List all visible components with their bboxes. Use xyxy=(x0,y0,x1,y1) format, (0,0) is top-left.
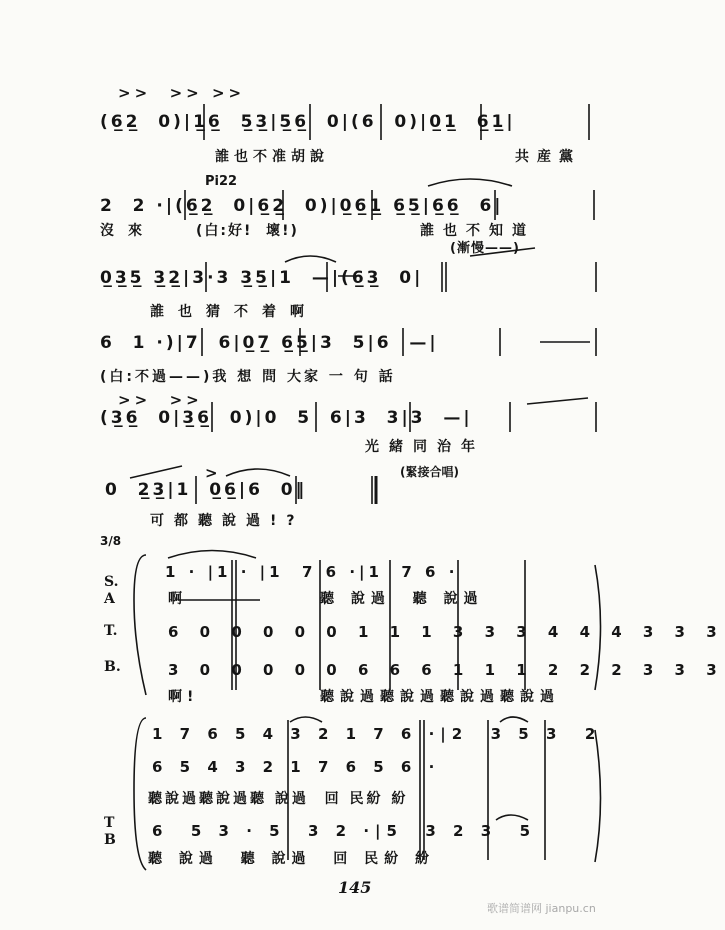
sa-words-2: 聽說過聽說過聽 說過 回 民紛 紛 xyxy=(148,791,409,807)
site-watermark: 歌谱简谱网 jianpu.cn xyxy=(487,902,596,915)
bass-notes: 3 0 0 0 0 0 6 6 6 1 1 1 2 2 2 3 3 3 xyxy=(168,661,725,679)
bass-words: 聽說過聽說過聽說過聽說過 xyxy=(320,689,560,705)
tempo-marking: (漸慢——) xyxy=(450,241,520,256)
notes-row3: 0̲3̲5̲ 3̲2̲|3·3 3̲5̲|1 —|(6̲3̲ 0| xyxy=(100,268,424,288)
pi-marking: Pi22 xyxy=(205,174,238,189)
lyrics-row1-right: 共産黨 xyxy=(515,149,581,165)
notes-row1: (6̲2̲ 0)|1̲6̲ 5̲3̲|5̲6̲ 0|(6 0)|0̲1̲ 6̲1̲| xyxy=(100,112,516,132)
lyrics-row1: 誰也不准胡說 xyxy=(215,149,329,165)
lyrics-row2-right: 誰也不知道 xyxy=(420,223,535,239)
lyrics-row6: 可都聽說過!? xyxy=(150,513,305,529)
notes-row5: (3̲6̲ 0|3̲6̲ 0)|0 5 6|3 3|3 —| xyxy=(100,408,473,428)
alto-notes-2: 6 5 4 3 2 1 7 6 5 6 · xyxy=(152,758,441,776)
label-sa: S. A xyxy=(104,574,119,607)
lyrics-row4: (白:不過——)我 想 問 大家 一 句 話 xyxy=(100,369,396,385)
bass-lyric: 啊! xyxy=(168,689,199,705)
label-t: T. xyxy=(104,623,118,639)
label-b: B. xyxy=(104,659,121,675)
soprano-notes-2: 1 7 6 5 4 3 2 1 7 6 ·|2 3 5 3 2 xyxy=(152,725,602,743)
lyrics-row2-left: 沒來 xyxy=(100,223,156,239)
page-number: 145 xyxy=(338,878,372,897)
soprano-notes: 1 · |1 · |1 7 6 ·|1 7 6 · xyxy=(165,563,459,581)
label-tb: T B xyxy=(104,815,116,848)
tenor-notes: 6 0 0 0 0 0 1 1 1 3 3 3 4 4 4 3 3 3 xyxy=(168,623,725,641)
accent-marks-row1: >> >> >> xyxy=(118,84,246,102)
alto-lyric: 啊 xyxy=(168,591,187,607)
tb-words-2: 聽 說過 聽 說過 回 民紛 紛 xyxy=(148,851,435,867)
tb-notes-2: 6 5 3 · 5 3 2 ·|5 3 2 3 5 xyxy=(152,822,537,840)
lyrics-row2-mid: (白:好! 壞!) xyxy=(196,223,299,239)
time-signature: 3/8 xyxy=(100,534,122,548)
lyrics-row3: 誰也猜不着啊 xyxy=(150,304,318,320)
performance-note: (緊接合唱) xyxy=(400,465,459,479)
sa-words: 聽 說過 聽 說過 xyxy=(320,591,484,607)
accent-mark-row6: > xyxy=(205,464,219,482)
lyrics-row5: 光緒同治年 xyxy=(365,439,485,455)
notes-row6: 0 2̲3̲|1 0̲6̲|6 0‖ xyxy=(105,480,308,500)
notes-row4: 6 1 ·)|7 6|0̲7̲ 6̲5̲|3 5|6 —| xyxy=(100,333,439,353)
notes-row2: 2 2 ·|(6̲2̲ 0|6̲2̲ 0)|0̲6̲1̲ 6̲5̲|6̲6̲ 6| xyxy=(100,196,504,216)
accent-marks-row5: >> >> xyxy=(118,391,203,409)
